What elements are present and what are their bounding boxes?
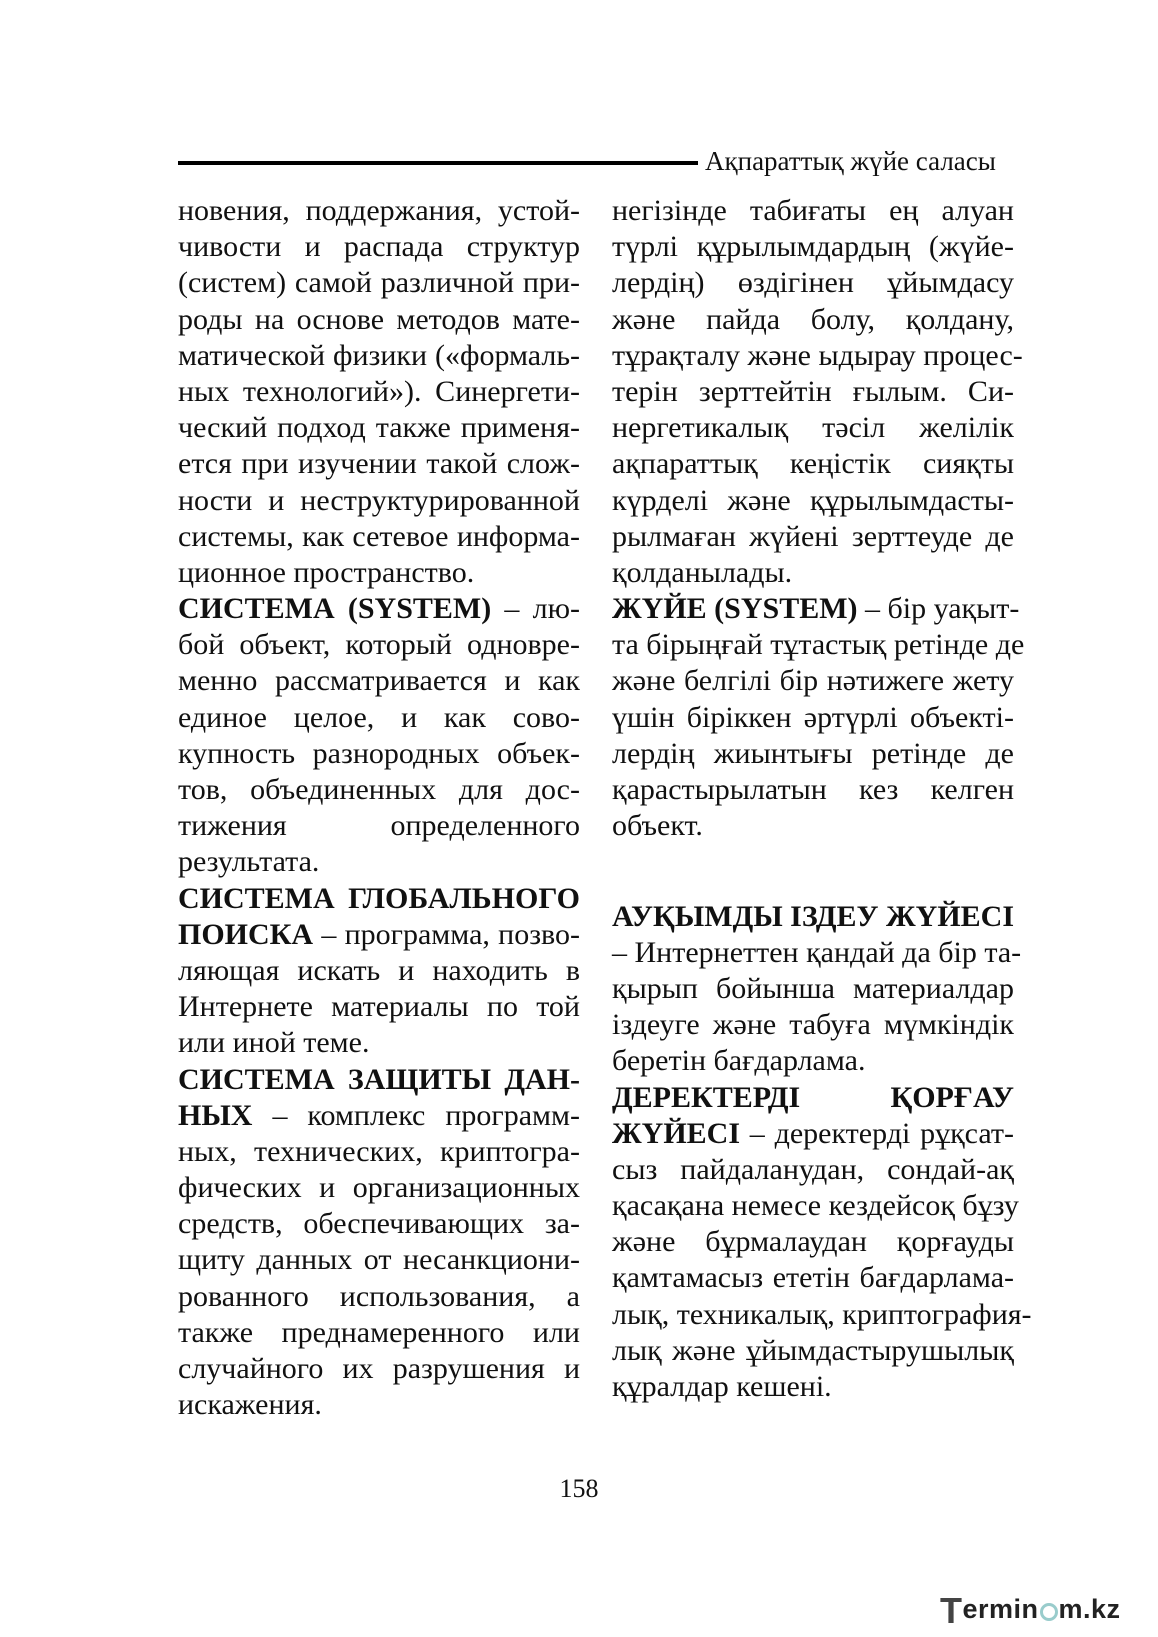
text-line — [612, 1297, 1032, 1333]
text-line — [612, 555, 1014, 591]
term-heading: НЫХ — [178, 1098, 253, 1132]
line-text: ных технологий»). Синергети- — [178, 374, 580, 408]
line-text: – программа, позво- — [313, 917, 580, 951]
term-heading: СИСТЕМА ГЛОБАЛЬНОГО — [178, 881, 580, 915]
line-text: – Интернеттен қандай да бір та- — [612, 935, 1022, 969]
line-text: результата. — [178, 845, 320, 879]
page-number: 158 — [559, 1474, 599, 1503]
line-text: қамтамасыз ететін бағдарлама- — [612, 1261, 1014, 1295]
line-text: лық, техникалық, криптография- — [612, 1297, 1032, 1331]
line-text: рылмаған жүйені зерттеуде де — [612, 519, 1014, 553]
line-text: қырып бойынша материалдар — [612, 971, 1014, 1005]
text-line — [178, 1025, 580, 1061]
line-text: ляющая искать и находить в — [178, 953, 580, 987]
term-heading: ЖҮЙЕСІ — [612, 1116, 741, 1150]
watermark-middle: ermin — [962, 1593, 1039, 1624]
text-line — [178, 1206, 580, 1242]
line-text: фических и организационных — [178, 1171, 580, 1205]
text-line — [612, 844, 1014, 862]
text-line — [612, 591, 1020, 627]
text-line — [612, 1333, 1014, 1369]
text-line — [178, 1062, 580, 1098]
line-text: бой объект, который одновре- — [178, 628, 580, 662]
line-text: ных, технических, криптогра- — [178, 1134, 580, 1168]
text-line — [612, 700, 1014, 736]
line-text: Интернете материалы по той — [178, 990, 580, 1024]
line-text: рованного использования, а — [178, 1279, 580, 1313]
term-heading: ПОИСКА — [178, 917, 314, 951]
line-text: және бұрмалаудан қорғауды — [612, 1225, 1014, 1259]
text-line — [178, 1315, 580, 1351]
text-line — [612, 736, 1014, 772]
text-line — [612, 338, 1023, 374]
watermark-t: T — [940, 1590, 963, 1631]
text-line — [178, 1351, 580, 1387]
text-line — [178, 265, 580, 301]
text-line — [612, 808, 1014, 844]
text-line — [612, 1152, 1014, 1188]
text-line — [612, 1080, 1014, 1116]
line-text: новения, поддержания, устой- — [178, 194, 580, 227]
line-text: нергетикалық тәсіл желілік — [612, 411, 1014, 445]
text-line — [612, 446, 1014, 482]
line-text: – комплекс программ- — [252, 1098, 580, 1132]
text-line — [612, 374, 1014, 410]
text-line — [612, 971, 1014, 1007]
text-line — [178, 808, 580, 844]
text-line — [612, 1369, 1014, 1405]
text-line — [178, 374, 580, 410]
text-line — [612, 772, 1014, 808]
text-line — [178, 555, 580, 591]
text-line — [612, 229, 1014, 265]
text-line — [178, 446, 580, 482]
text-line — [612, 1007, 1014, 1043]
line-text: объект. — [612, 809, 703, 843]
text-line — [178, 1242, 580, 1278]
text-line — [178, 917, 580, 953]
text-line — [612, 663, 1014, 699]
line-text: – бір уақыт- — [857, 592, 1020, 626]
line-text: щиту данных от несанкциони- — [178, 1243, 580, 1277]
term-heading: АУҚЫМДЫ ІЗДЕУ ЖҮЙЕСІ — [612, 899, 1015, 933]
line-text: лық және ұйымдастырушылық — [612, 1333, 1014, 1367]
line-text: – лю- — [491, 592, 580, 626]
left-column — [178, 193, 580, 1423]
line-text: іздеуге және табуға мүмкіндік — [612, 1008, 1014, 1042]
text-line — [178, 663, 580, 699]
text-line — [612, 302, 1014, 338]
text-line — [178, 1387, 580, 1423]
text-line — [178, 519, 580, 555]
line-text: ческий подход также применя- — [178, 411, 580, 445]
magnifier-o-icon — [1040, 1603, 1058, 1621]
term-heading: СИСТЕМА ЗАЩИТЫ ДАН- — [178, 1062, 580, 1096]
line-text: лердің) өздігінен ұйымдасу — [612, 266, 1014, 300]
line-text: ности и неструктурированной — [178, 483, 580, 517]
line-text: ется при изучении такой слож- — [178, 447, 580, 481]
term-heading: ДЕРЕКТЕРДІ ҚОРҒАУ — [612, 1080, 1014, 1114]
text-line — [178, 410, 580, 446]
line-text: системы, как сетевое информа- — [178, 519, 580, 553]
text-line — [612, 410, 1014, 446]
line-text: тұрақталу және ыдырау процес- — [612, 338, 1023, 372]
text-line — [178, 229, 580, 265]
text-line — [612, 862, 1014, 898]
line-text: ционное пространство. — [178, 555, 475, 589]
text-line — [612, 935, 1022, 971]
text-line — [612, 483, 1014, 519]
text-line — [612, 899, 1014, 935]
text-line — [178, 772, 580, 808]
text-line — [178, 700, 580, 736]
terminco-watermark — [940, 1588, 1121, 1630]
line-text: қасақана немесе кездейсоқ бұзу — [612, 1189, 1019, 1223]
text-line — [612, 265, 1014, 301]
text-line — [612, 519, 1014, 555]
text-line — [178, 338, 580, 374]
line-text: та бірыңғай тұтастық ретінде де — [612, 628, 1025, 662]
text-line — [612, 1224, 1014, 1260]
text-line — [612, 1188, 1019, 1224]
line-text: үшін біріккен әртүрлі объекті- — [612, 700, 1014, 734]
right-column — [612, 193, 1032, 1405]
line-text: средств, обеспечивающих за- — [178, 1207, 580, 1241]
line-text: негізінде табиғаты ең алуан — [612, 194, 1014, 227]
line-text: тов, объединенных для дос- — [178, 773, 580, 806]
line-text: случайного их разрушения и — [178, 1352, 580, 1385]
line-text: – деректерді рұқсат- — [740, 1116, 1014, 1150]
line-text: также преднамеренного или — [178, 1315, 580, 1349]
line-text: қолданылады. — [612, 555, 793, 589]
text-line — [178, 1170, 580, 1206]
text-line — [178, 483, 580, 519]
line-text: және пайда болу, қолдану, — [612, 302, 1014, 336]
line-text: ақпараттық кеңістік сияқты — [612, 447, 1014, 481]
text-line — [178, 193, 580, 229]
text-line — [612, 627, 1025, 663]
line-text: қарастырылатын кез келген — [612, 773, 1014, 806]
text-line — [612, 1260, 1014, 1296]
line-text: чивости и распада структур — [178, 230, 580, 264]
line-text: күрделі және құрылымдасты- — [612, 483, 1014, 517]
text-line — [178, 1279, 580, 1315]
text-line — [178, 591, 580, 627]
text-line — [178, 844, 580, 880]
term-heading: ЖҮЙЕ (SYSTEM) — [612, 592, 858, 626]
text-line — [178, 302, 580, 338]
line-text: және белгілі бір нәтижеге жету — [612, 664, 1014, 698]
text-line — [178, 1134, 580, 1170]
line-text: менно рассматривается и как — [178, 664, 580, 698]
term-heading: СИСТЕМА (SYSTEM) — [178, 592, 492, 626]
text-line — [178, 989, 580, 1025]
running-header: Ақпараттық жүйе саласы — [705, 146, 996, 176]
text-line — [178, 627, 580, 663]
text-line — [612, 193, 1014, 229]
line-text: роды на основе методов мате- — [178, 302, 580, 336]
line-text: терін зерттейтін ғылым. Си- — [612, 374, 1014, 408]
text-line — [612, 1116, 1014, 1152]
line-text: құралдар кешені. — [612, 1370, 832, 1403]
line-text: матической физики («формаль- — [178, 338, 580, 372]
line-text: искажения. — [178, 1388, 322, 1422]
text-line — [178, 736, 580, 772]
watermark-suffix: m.kz — [1058, 1593, 1121, 1624]
text-line — [178, 1098, 580, 1134]
line-text: беретін бағдарлама. — [612, 1044, 866, 1078]
header-rule — [178, 161, 698, 165]
line-text: единое целое, и как сово- — [178, 700, 580, 734]
line-text: купность разнородных объек- — [178, 736, 580, 770]
text-line — [178, 881, 580, 917]
line-text: или иной теме. — [178, 1026, 370, 1060]
line-text: тижения определенного — [178, 809, 580, 843]
text-line — [178, 953, 580, 989]
text-line — [612, 1043, 1014, 1079]
line-text: сыз пайдаланудан, сондай-ақ — [612, 1152, 1014, 1186]
line-text: түрлі құрылымдардың (жүйе- — [612, 230, 1014, 264]
line-text: (систем) самой различной при- — [178, 266, 580, 300]
line-text: лердің жиынтығы ретінде де — [612, 736, 1014, 770]
